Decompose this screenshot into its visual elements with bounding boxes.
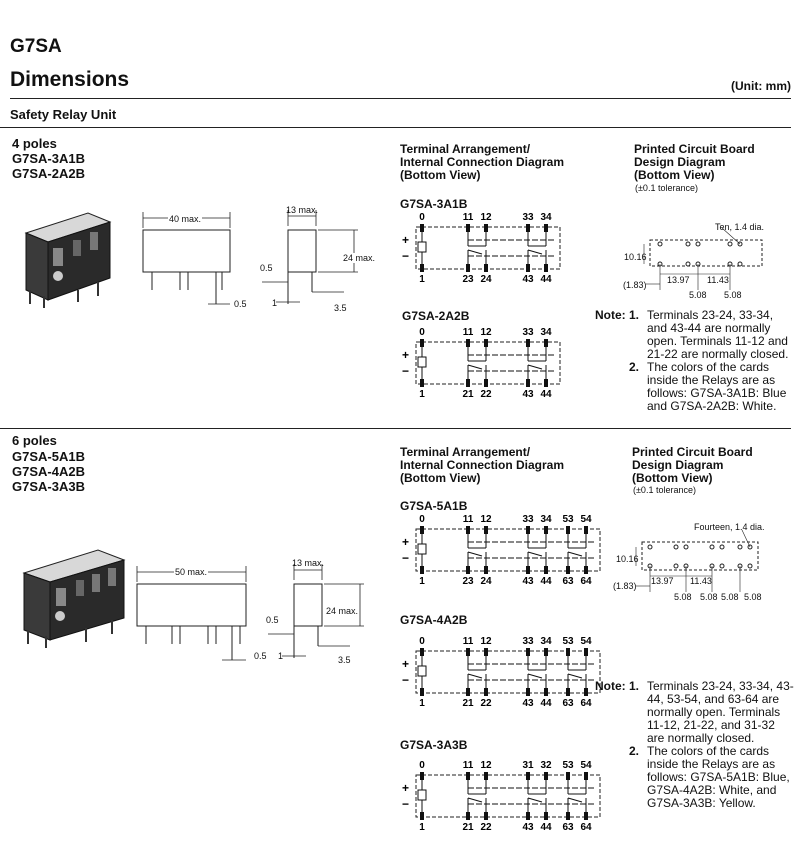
terminal-number: 53 <box>562 514 574 525</box>
dim-span: 13.97 <box>667 275 690 285</box>
hole-spec: Fourteen, 1.4 dia. <box>694 522 765 532</box>
terminal-number: 34 <box>540 514 552 525</box>
minus-symbol: − <box>402 249 410 263</box>
coil-symbol <box>418 790 426 800</box>
terminal-pin <box>420 648 424 656</box>
terminal-pin <box>544 688 548 696</box>
connection-diagram-5a1b <box>398 512 598 587</box>
terminal-number: 53 <box>562 760 574 771</box>
contact-pair <box>528 232 546 264</box>
terminal-number: 33 <box>522 636 534 647</box>
terminal-number: 43 <box>522 274 534 285</box>
coil-symbol <box>418 544 426 554</box>
terminal-number: 63 <box>562 698 574 709</box>
terminal-number: 1 <box>419 822 425 833</box>
terminal-number: 23 <box>462 576 474 587</box>
terminal-pin <box>466 772 470 780</box>
diagram-label: G7SA-4A2B <box>400 613 468 627</box>
terminal-pin <box>566 772 570 780</box>
front-dimension-4-poles <box>138 210 268 320</box>
six-poles-heading: 6 poles <box>12 433 57 448</box>
terminal-pin <box>466 526 470 534</box>
diagram-label: G7SA-5A1B <box>400 499 468 513</box>
terminal-pin <box>584 688 588 696</box>
page-title: Dimensions <box>10 68 130 91</box>
terminal-number: 31 <box>522 760 534 771</box>
terminal-pin <box>544 339 548 347</box>
note-label: Note: <box>595 679 626 693</box>
terminal-number: 43 <box>522 822 534 833</box>
contact-pair <box>468 534 486 566</box>
pcb-title: Printed Circuit Board <box>632 445 753 459</box>
diagram-label: G7SA-2A2B <box>402 309 470 323</box>
terminal-pin <box>420 526 424 534</box>
terminal-number: 43 <box>522 389 534 400</box>
terminal-number: 63 <box>562 576 574 587</box>
note-text: The colors of the cards inside the Relays are as follows: G7SA-3A1B: Blue and G7SA-2A2B: White. <box>647 360 787 413</box>
notes-list: 1. Terminals 23-24, 33-34, and 43-44 are normally open. Terminals 11-12 and 21-22 are normally closed. 2. The colors of the cards inside the Relays are as follows: G7SA-3A1B: Blue and G7SA-2A2B: White. <box>629 309 794 413</box>
terminal-number: 12 <box>480 212 492 223</box>
coil-symbol <box>418 242 426 252</box>
coil-symbol <box>418 666 426 676</box>
terminal-number: 1 <box>419 576 425 587</box>
diagram-frame <box>416 775 600 817</box>
terminal-number: 34 <box>540 636 552 647</box>
terminal-number: 12 <box>480 760 492 771</box>
contact-pair <box>568 534 586 566</box>
terminal-number: 23 <box>462 274 474 285</box>
dim-pin-width: 0.5 <box>266 615 279 625</box>
dim-height: 24 max. <box>343 253 376 263</box>
relay-photo-4-poles <box>18 208 113 308</box>
terminal-number: 11 <box>462 514 474 525</box>
terminal-pin <box>544 648 548 656</box>
terminal-pin <box>566 526 570 534</box>
connection-diagram-4a2b <box>398 634 598 709</box>
terminal-number: 64 <box>580 822 592 833</box>
terminal-number: 54 <box>580 760 592 771</box>
terminal-number: 0 <box>419 514 425 525</box>
pcb-title: Design Diagram <box>632 458 724 472</box>
terminal-number: 34 <box>540 327 552 338</box>
terminal-pin <box>584 812 588 820</box>
terminal-number: 1 <box>419 274 425 285</box>
dim-offset: (1.83) <box>613 581 637 591</box>
terminal-pin <box>466 339 470 347</box>
terminal-number: 0 <box>419 327 425 338</box>
note-text: Terminals 23-24, 33-34, and 43-44 are normally open. Terminals 11-12 and 21-22 are normally closed. <box>647 308 789 361</box>
terminal-title: (Bottom View) <box>400 168 481 182</box>
hole-spec: Ten, 1.4 dia. <box>715 222 765 232</box>
terminal-pin <box>420 812 424 820</box>
pcb-title: (Bottom View) <box>634 168 715 182</box>
terminal-pin <box>484 526 488 534</box>
terminal-number: 44 <box>540 389 552 400</box>
diagram-frame <box>416 651 600 693</box>
dim-span: 13.97 <box>651 576 674 586</box>
dim-pin-gap: 1 <box>278 651 284 661</box>
terminal-pin <box>544 379 548 387</box>
connection-diagram-2a2b <box>398 325 568 400</box>
contact-pair <box>528 347 546 379</box>
terminal-number: 34 <box>540 212 552 223</box>
terminal-number: 43 <box>522 698 534 709</box>
terminal-number: 64 <box>580 576 592 587</box>
tolerance-note: (±0.1 tolerance) <box>635 183 698 193</box>
coil-symbol <box>418 357 426 367</box>
terminal-pin <box>526 224 530 232</box>
four-poles-heading: 4 poles <box>12 136 57 151</box>
terminal-number: 1 <box>419 698 425 709</box>
section-divider <box>0 428 791 429</box>
model-label: G7SA-2A2B <box>12 166 85 181</box>
terminal-title: Terminal Arrangement/ <box>400 142 531 156</box>
plus-symbol: + <box>402 233 410 247</box>
dim-pitch: 5.08 <box>700 592 718 602</box>
terminal-pin <box>484 688 488 696</box>
tolerance-note: (±0.1 tolerance) <box>633 485 696 495</box>
terminal-number: 24 <box>480 576 492 587</box>
dim-pin-gap: 1 <box>272 298 278 308</box>
terminal-pin <box>420 379 424 387</box>
terminal-number: 64 <box>580 698 592 709</box>
contact-pair <box>468 347 486 379</box>
terminal-pin <box>484 812 488 820</box>
terminal-pin <box>466 566 470 574</box>
terminal-pin <box>466 379 470 387</box>
terminal-number: 21 <box>462 389 474 400</box>
model-label: G7SA-3A3B <box>12 479 85 494</box>
terminal-number: 53 <box>562 636 574 647</box>
dim-pin-offset: 3.5 <box>338 655 351 665</box>
dim-pin-width: 0.5 <box>254 651 267 661</box>
terminal-number: 11 <box>462 212 474 223</box>
note-label: Note: <box>595 308 626 322</box>
terminal-pin <box>526 526 530 534</box>
connection-diagram-3a1b <box>398 210 568 285</box>
diagram-frame <box>416 227 560 269</box>
terminal-pin <box>544 772 548 780</box>
contact-pair <box>468 780 486 812</box>
terminal-number: 12 <box>480 636 492 647</box>
terminal-pin <box>420 224 424 232</box>
diagram-frame <box>416 529 600 571</box>
contact-pair <box>528 780 546 812</box>
contact-pair <box>468 656 486 688</box>
title-rule <box>10 98 791 99</box>
dim-length: 40 max. <box>169 214 202 224</box>
pcb-title: Printed Circuit Board <box>634 142 755 156</box>
contact-pair <box>528 534 546 566</box>
terminal-number: 1 <box>419 389 425 400</box>
diagram-label: G7SA-3A1B <box>400 197 468 211</box>
terminal-number: 33 <box>522 212 534 223</box>
contact-pair <box>528 656 546 688</box>
terminal-pin <box>584 648 588 656</box>
terminal-pin <box>526 812 530 820</box>
terminal-pin <box>484 224 488 232</box>
terminal-number: 12 <box>480 327 492 338</box>
model-label: G7SA-3A1B <box>12 151 85 166</box>
note-text: Terminals 23-24, 33-34, 43-44, 53-54, and 63-64 are normally open. Terminals 11-12, 21-22, and 31-32 are normally closed. <box>647 679 794 745</box>
terminal-number: 12 <box>480 514 492 525</box>
contact-pair <box>568 780 586 812</box>
notes-list: 1. Terminals 23-24, 33-34, 43-44, 53-54, and 63-64 are normally open. Terminals 11-12, 21-22, and 31-32 are normally closed. 2. The colors of the cards inside the Relays are as follows: G7SA-5A1B: Blue, G7SA-4A2B: White, and G7SA-3A3B: Yellow. <box>629 679 794 810</box>
terminal-number: 54 <box>580 514 592 525</box>
dim-width: 13 max. <box>292 558 325 568</box>
terminal-number: 63 <box>562 822 574 833</box>
terminal-number: 0 <box>419 636 425 647</box>
terminal-number: 11 <box>462 760 474 771</box>
model-label: G7SA-4A2B <box>12 464 85 479</box>
terminal-pin <box>484 566 488 574</box>
pcb-title: (Bottom View) <box>632 471 713 485</box>
diagram-label: G7SA-3A3B <box>400 738 468 752</box>
terminal-pin <box>484 772 488 780</box>
terminal-pin <box>544 224 548 232</box>
terminal-pin <box>566 648 570 656</box>
terminal-number: 21 <box>462 822 474 833</box>
terminal-pin <box>526 379 530 387</box>
terminal-pin <box>466 812 470 820</box>
model-label: G7SA-5A1B <box>12 449 85 464</box>
dim-pin-offset: 3.5 <box>334 303 347 313</box>
plus-symbol: + <box>402 535 410 549</box>
terminal-pin <box>466 688 470 696</box>
dim-span: 11.43 <box>690 576 712 586</box>
terminal-pin <box>526 648 530 656</box>
terminal-number: 44 <box>540 822 552 833</box>
contact-pair <box>468 232 486 264</box>
dim-pin-width: 0.5 <box>234 299 247 309</box>
terminal-number: 22 <box>480 698 492 709</box>
relay-photo-6-poles <box>16 548 126 648</box>
terminal-number: 33 <box>522 327 534 338</box>
dim-pitch: 5.08 <box>689 290 707 300</box>
dim-pitch: 10.16 <box>624 252 647 262</box>
section-rule <box>0 127 791 128</box>
unit-label: (Unit: mm) <box>731 79 791 93</box>
terminal-pin <box>584 772 588 780</box>
terminal-pin <box>420 339 424 347</box>
terminal-number: 32 <box>540 760 552 771</box>
terminal-pin <box>484 264 488 272</box>
dim-pitch: 10.16 <box>616 554 639 564</box>
terminal-pin <box>420 566 424 574</box>
minus-symbol: − <box>402 364 410 378</box>
terminal-pin <box>526 688 530 696</box>
terminal-pin <box>484 339 488 347</box>
terminal-pin <box>584 526 588 534</box>
connection-diagram-3a3b <box>398 758 598 833</box>
terminal-number: 21 <box>462 698 474 709</box>
dim-offset: (1.83) <box>623 280 647 290</box>
dim-pitch: 5.08 <box>724 290 742 300</box>
terminal-pin <box>466 648 470 656</box>
terminal-title: Internal Connection Diagram <box>400 458 565 472</box>
terminal-number: 44 <box>540 576 552 587</box>
terminal-pin <box>420 772 424 780</box>
terminal-pin <box>544 264 548 272</box>
terminal-title: (Bottom View) <box>400 471 481 485</box>
terminal-pin <box>484 379 488 387</box>
terminal-pin <box>544 812 548 820</box>
terminal-number: 54 <box>580 636 592 647</box>
diagram-frame <box>416 342 560 384</box>
terminal-number: 43 <box>522 576 534 587</box>
terminal-number: 22 <box>480 389 492 400</box>
plus-symbol: + <box>402 348 410 362</box>
dim-width: 13 max. <box>286 205 319 215</box>
dim-pin-width: 0.5 <box>260 263 273 273</box>
terminal-pin <box>584 566 588 574</box>
dim-height: 24 max. <box>326 606 359 616</box>
dim-pitch: 5.08 <box>674 592 692 602</box>
terminal-pin <box>566 812 570 820</box>
terminal-pin <box>466 264 470 272</box>
terminal-number: 24 <box>480 274 492 285</box>
section-title: Safety Relay Unit <box>10 107 117 122</box>
minus-symbol: − <box>402 673 410 687</box>
note-text: The colors of the cards inside the Relays are as follows: G7SA-5A1B: Blue, G7SA-4A2B: White, and G7SA-3A3B: Yellow. <box>647 744 790 810</box>
dim-length: 50 max. <box>175 567 208 577</box>
terminal-pin <box>566 688 570 696</box>
terminal-number: 11 <box>462 327 474 338</box>
minus-symbol: − <box>402 551 410 565</box>
terminal-pin <box>526 264 530 272</box>
terminal-pin <box>526 772 530 780</box>
plus-symbol: + <box>402 657 410 671</box>
terminal-pin <box>526 566 530 574</box>
terminal-pin <box>544 566 548 574</box>
product-name: G7SA <box>10 36 62 57</box>
terminal-pin <box>466 224 470 232</box>
terminal-title: Internal Connection Diagram <box>400 155 565 169</box>
terminal-pin <box>544 526 548 534</box>
contact-pair <box>568 656 586 688</box>
terminal-title: Terminal Arrangement/ <box>400 445 531 459</box>
front-dimension-6-poles <box>132 566 272 676</box>
terminal-number: 0 <box>419 212 425 223</box>
dim-pitch: 5.08 <box>721 592 739 602</box>
minus-symbol: − <box>402 797 410 811</box>
terminal-number: 0 <box>419 760 425 771</box>
terminal-pin <box>566 566 570 574</box>
plus-symbol: + <box>402 781 410 795</box>
dim-span: 11.43 <box>707 275 729 285</box>
pcb-title: Design Diagram <box>634 155 726 169</box>
terminal-pin <box>526 339 530 347</box>
terminal-number: 33 <box>522 514 534 525</box>
terminal-pin <box>484 648 488 656</box>
terminal-number: 22 <box>480 822 492 833</box>
terminal-number: 44 <box>540 274 552 285</box>
terminal-number: 11 <box>462 636 474 647</box>
terminal-number: 44 <box>540 698 552 709</box>
terminal-pin <box>420 688 424 696</box>
dim-pitch: 5.08 <box>744 592 762 602</box>
terminal-pin <box>420 264 424 272</box>
